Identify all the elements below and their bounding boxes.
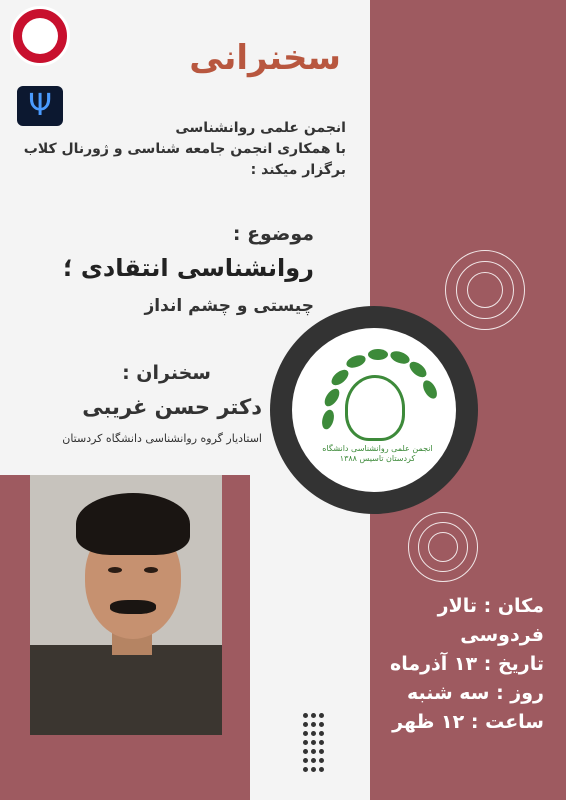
poster-title: سخنرانی (189, 38, 341, 78)
leaf-icon (368, 349, 388, 360)
event-details (344, 592, 544, 737)
decor-circle (467, 272, 503, 308)
decor-circle (428, 532, 458, 562)
event-location-cont: فردوسی (460, 624, 544, 646)
speaker-photo (30, 475, 222, 735)
topic-label: موضوع : (232, 223, 314, 245)
topic-subtitle: چیستی و چشم انداز (144, 296, 314, 316)
intro-line: برگزار میکند : (250, 162, 346, 178)
intro-line: با همکاری انجمن جامعه شناسی و ژورنال کلاب (23, 141, 346, 157)
intro-block (16, 118, 346, 181)
event-day: روز : سه شنبه (406, 682, 544, 704)
dot-grid (303, 713, 327, 777)
psi-logo-icon: Ψ (17, 86, 63, 126)
event-time: ساعت : ۱۲ ظهر (392, 711, 544, 733)
emblem-caption: انجمن علمی روانشناسی دانشگاه کردستان تاسیس ۱۳۸۸ (322, 444, 433, 463)
event-date: تاریخ : ۱۳ آذرماه (389, 653, 544, 675)
speakers-label: سخنران : (122, 362, 211, 384)
intro-line: انجمن علمی روانشناسی (175, 120, 346, 136)
speaker-title: استادیار گروه روانشناسی دانشگاه کردستان (62, 432, 262, 445)
emblem-head-icon (345, 375, 405, 441)
event-location: مکان : تالار (437, 595, 544, 617)
topic-title: روانشناسی انتقادی ؛ (62, 254, 314, 282)
university-logo (10, 6, 70, 66)
speaker-name: دکتر حسن غریبی (82, 395, 262, 419)
